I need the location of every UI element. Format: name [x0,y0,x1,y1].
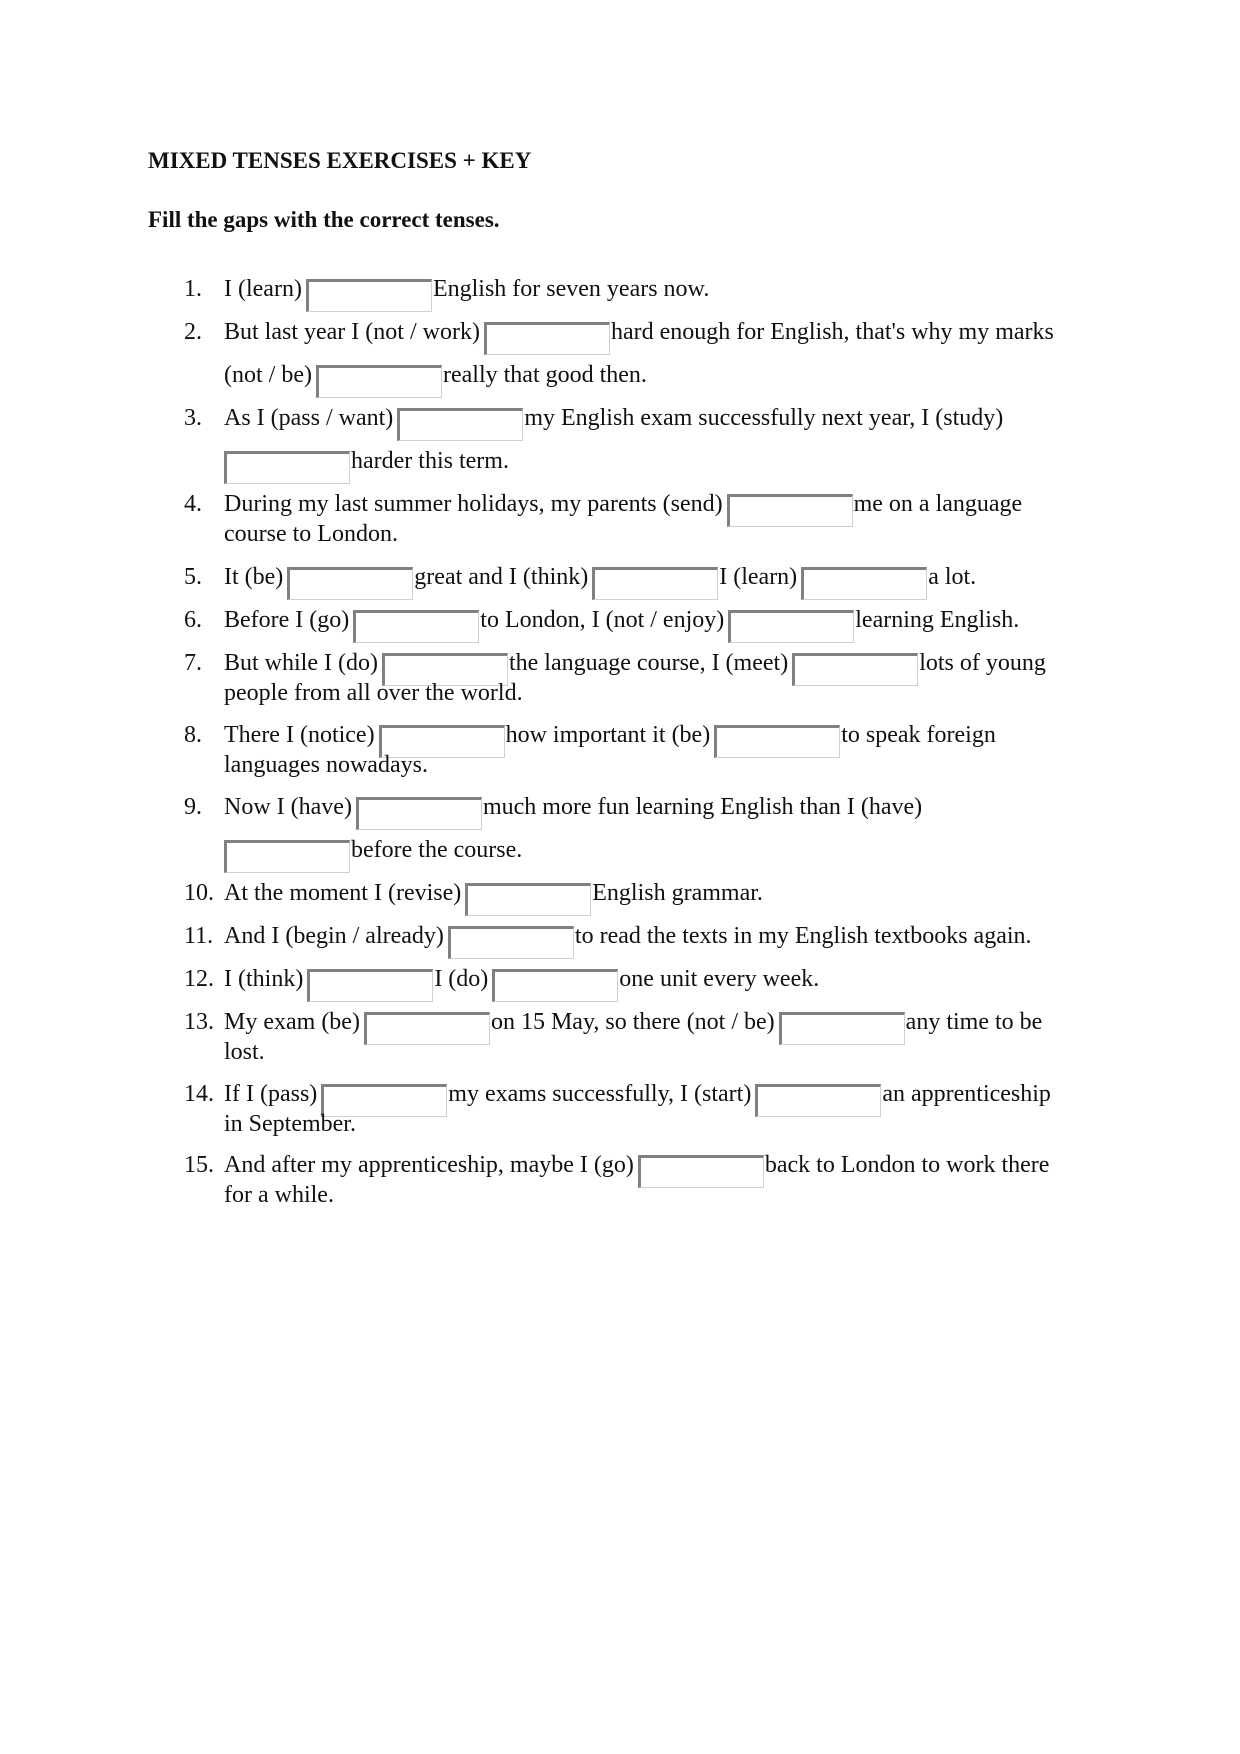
exercise-text: I (learn) [224,276,302,302]
item-number: 7. [184,650,202,676]
item-number: 14. [184,1081,214,1107]
exercise-text: I (think) [224,966,304,992]
exercise-text: back to London to work there [764,1152,1050,1178]
exercise-text: great and I (think) [414,564,589,590]
exercise-text: languages nowadays. [224,752,428,778]
item-number: 15. [184,1152,214,1178]
exercise-text: my English exam successfully next year, I (study) [524,405,1004,431]
answer-gap-input[interactable] [306,279,432,312]
answer-gap-input[interactable] [801,567,927,600]
exercise-text: And I (begin / already) [224,923,444,949]
exercise-text: During my last summer holidays, my parents (send) [224,491,723,517]
answer-gap-input[interactable] [779,1012,905,1045]
exercise-text: English grammar. [592,880,763,906]
exercise-line [224,964,819,1002]
exercise-text: to speak foreign [841,722,996,748]
exercise-text: It (be) [224,564,284,590]
exercise-text: And after my apprenticeship, maybe I (go) [224,1152,634,1178]
exercise-line [224,1109,356,1139]
exercise-text: much more fun learning English than I (have) [482,794,923,820]
answer-gap-input[interactable] [307,969,433,1002]
exercise-text: to read the texts in my English textbooks again. [574,923,1032,949]
exercise-text: me on a language [853,491,1023,517]
item-number: 9. [184,794,202,820]
exercise-line [224,446,509,484]
answer-gap-input[interactable] [492,969,618,1002]
exercise-text: really that good then. [442,362,647,388]
item-number: 10. [184,880,214,906]
exercise-line [224,360,647,398]
exercise-text: the language course, I (meet) [508,650,789,676]
exercise-line [224,562,976,600]
exercise-text: But last year I (not / work) [224,319,480,345]
exercise-line [224,678,523,708]
exercise-line [224,921,1032,959]
instructions: Fill the gaps with the correct tenses. [148,207,500,232]
exercise-line [224,1007,1042,1045]
exercise-text: As I (pass / want) [224,405,394,431]
answer-gap-input[interactable] [714,725,840,758]
exercise-line [224,1150,1049,1188]
exercise-line [224,605,1019,643]
exercise-line [224,519,398,549]
exercise-text: harder this term. [351,448,509,474]
exercise-text: in September. [224,1111,356,1137]
exercise-line [224,317,1054,355]
exercise-text: Now I (have) [224,794,352,820]
exercise-line [224,835,522,873]
item-number: 8. [184,722,202,748]
answer-gap-input[interactable] [484,322,610,355]
exercise-text: hard enough for English, that's why my marks [610,319,1054,345]
exercise-text: to London, I (not / enjoy) [480,607,725,633]
exercise-text: (not / be) [224,362,312,388]
exercise-text: course to London. [224,521,398,547]
exercise-text: one unit every week. [619,966,820,992]
answer-gap-input[interactable] [356,797,482,830]
item-number: 13. [184,1009,214,1035]
item-number: 1. [184,276,202,302]
exercise-text: But while I (do) [224,650,378,676]
exercise-text: English for seven years now. [432,276,710,302]
answer-gap-input[interactable] [448,926,574,959]
item-number: 6. [184,607,202,633]
exercise-text: on 15 May, so there (not / be) [490,1009,775,1035]
exercise-text: lots of young [919,650,1046,676]
exercise-line [224,403,1003,441]
item-number: 5. [184,564,202,590]
exercise-text: I (learn) [719,564,798,590]
exercise-text: Before I (go) [224,607,350,633]
exercise-text: At the moment I (revise) [224,880,462,906]
exercise-text: a lot. [928,564,977,590]
exercise-text: how important it (be) [505,722,711,748]
exercise-text: before the course. [351,837,523,863]
exercise-line [224,878,763,916]
answer-gap-input[interactable] [287,567,413,600]
item-number: 3. [184,405,202,431]
answer-gap-input[interactable] [353,610,479,643]
item-number: 4. [184,491,202,517]
exercise-text: There I (notice) [224,722,375,748]
exercise-text: If I (pass) [224,1081,318,1107]
answer-gap-input[interactable] [316,365,442,398]
answer-gap-input[interactable] [792,653,918,686]
exercise-text: My exam (be) [224,1009,360,1035]
answer-gap-input[interactable] [224,451,350,484]
exercise-text: an apprenticeship [882,1081,1051,1107]
exercise-text: any time to be [905,1009,1043,1035]
item-number: 12. [184,966,214,992]
exercise-line [224,792,922,830]
answer-gap-input[interactable] [397,408,523,441]
page-title: MIXED TENSES EXERCISES + KEY [148,148,532,173]
exercise-text: people from all over the world. [224,680,523,706]
exercise-text: I (do) [434,966,489,992]
item-number: 2. [184,319,202,345]
answer-gap-input[interactable] [638,1155,764,1188]
exercise-line [224,750,428,780]
exercise-line [224,274,709,312]
answer-gap-input[interactable] [728,610,854,643]
answer-gap-input[interactable] [755,1084,881,1117]
exercise-text: my exams successfully, I (start) [448,1081,752,1107]
exercise-text: lost. [224,1039,265,1065]
answer-gap-input[interactable] [727,494,853,527]
answer-gap-input[interactable] [592,567,718,600]
exercise-text: learning English. [855,607,1020,633]
answer-gap-input[interactable] [465,883,591,916]
exercise-text: for a while. [224,1182,334,1208]
answer-gap-input[interactable] [364,1012,490,1045]
answer-gap-input[interactable] [224,840,350,873]
exercise-line [224,1037,265,1067]
exercise-line [224,1180,334,1210]
item-number: 11. [184,923,214,949]
